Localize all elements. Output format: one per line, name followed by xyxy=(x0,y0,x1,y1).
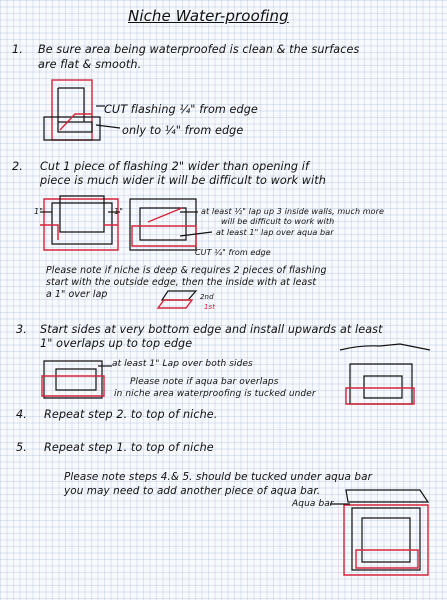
step-2-layer-sketch xyxy=(158,291,196,308)
step-2-line-2: piece is much wider it will be difficult to work with xyxy=(40,174,326,187)
step-2-number: 2. xyxy=(12,160,23,173)
step-2-dim-left: 1" xyxy=(34,207,43,216)
step-3-line-1: Start sides at very bottom edge and install upwards at least xyxy=(40,323,383,336)
step-1-line-1: Be sure area being waterproofed is clean & the surfaces xyxy=(38,43,360,56)
step-4-number: 4. xyxy=(16,408,27,421)
step-2-label-1st: 1st xyxy=(204,303,216,311)
final-note-2: you may need to add another piece of aqua bar. xyxy=(64,485,321,497)
step-2-please-2: start with the outside edge, then the inside with at least xyxy=(46,277,317,288)
step-3-line-2: 1" overlaps up to top edge xyxy=(40,337,193,350)
step-4-text: Repeat step 2. to top of niche. xyxy=(44,408,218,421)
step-1-number: 1. xyxy=(12,43,23,56)
step-1-line-2: are flat & smooth. xyxy=(38,58,142,71)
step-3-please-2: in niche area waterproofing is tucked under xyxy=(114,389,316,399)
step-3-lap-note: at least 1" Lap over both sides xyxy=(112,359,253,369)
step-5-number: 5. xyxy=(16,441,27,454)
step-3-sketch-left xyxy=(42,361,112,398)
step-1-only-note: only to ¼" from edge xyxy=(122,124,244,137)
step-3-please-1: Please note if aqua bar overlaps xyxy=(130,377,279,387)
step-2-lap-note-2: will be difficult to work with xyxy=(221,217,335,226)
final-note-1: Please note steps 4.& 5. should be tucked under aqua bar xyxy=(64,471,372,483)
step-3-number: 3. xyxy=(16,323,27,336)
step-5-text: Repeat step 1. to top of niche xyxy=(44,441,214,454)
step-2-label-2nd: 2nd xyxy=(200,293,214,301)
step-2-please-1: Please note if niche is deep & requires 2 pieces of flashing xyxy=(46,265,327,276)
step-2-cut-note: CUT ¼" from edge xyxy=(195,248,271,257)
page-title: Niche Water-proofing xyxy=(128,7,289,25)
step-1-cut-note: CUT flashing ¼" from edge xyxy=(104,103,258,116)
step-3-sketch-right xyxy=(340,344,430,404)
aquabar-label: Aqua bar xyxy=(292,499,334,509)
step-2-line-1: Cut 1 piece of flashing 2" wider than opening if xyxy=(40,160,310,173)
step-1-sketch xyxy=(44,80,120,140)
step-2-lap-note-1: at least ½" lap up 3 inside walls, much more xyxy=(201,207,385,216)
step-2-sketch-right xyxy=(130,199,212,250)
final-niche-sketch xyxy=(330,490,428,575)
step-2-aquabar-note: at least 1" lap over aqua bar xyxy=(216,228,334,237)
step-2-please-3: a 1" over lap xyxy=(46,289,108,300)
step-2-dim-right: 1" xyxy=(114,207,123,216)
step-2-sketch-left xyxy=(40,196,120,250)
